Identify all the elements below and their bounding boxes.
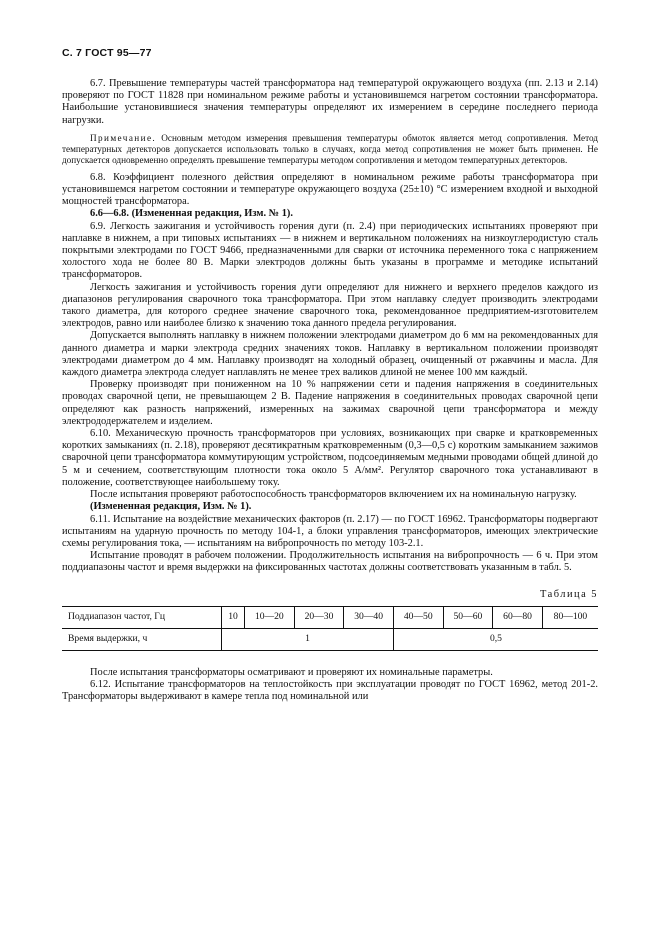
amendment-note-1: 6.6—6.8. (Измененная редакция, Изм. № 1). <box>90 208 293 220</box>
note-text: Основным методом измерения превышения температуры обмоток является метод сопротивления. Метод температурных детекторов допускается использовать только в случаях, когда метод сопротивления не может быть применен. Не допускается одновременно определять превышение температуры методом сопротивления и методом температурных детекторов. <box>62 132 598 165</box>
table-cell: 30—40 <box>344 606 394 628</box>
table-cell: 60—80 <box>493 606 543 628</box>
paragraph-6-12: 6.12. Испытание трансформаторов на теплостойкость при эксплуатации проводят по ГОСТ 16962, метод 201-2. Трансформаторы выдерживают в камере тепла под номинальной или <box>62 678 598 703</box>
table-5 <box>62 606 598 651</box>
paragraph-6-7: 6.7. Превышение температуры частей трансформатора над температурой окружающего воздуха (пп. 2.13 и 2.14) проверяют по ГОСТ 11828 при номинальном режиме работы и установившемся нагретом состоянии трансформатора. Наибольшие установившиеся значения температуры определяют их измерением в середине последнего периода нагрузки. <box>62 78 598 126</box>
paragraph-after-test: После испытания проверяют работоспособность трансформаторов включением их на номинальную нагрузку. <box>90 489 577 501</box>
note-label: Примечание. <box>90 132 157 143</box>
table-cell: 10—20 <box>245 606 295 628</box>
amendment-note-2: (Измененная редакция, Изм. № 1). <box>90 501 252 513</box>
paragraph-vibration: Испытание проводят в рабочем положении. Продолжительность испытания на вибропрочность — 6 ч. При этом поддиапазоны частот и время выдержки на фиксированных частотах должны соответствовать указанным в табл. 5. <box>62 550 598 574</box>
row-label-hold-time: Время выдержки, ч <box>62 628 222 650</box>
paragraph-6-11: 6.11. Испытание на воздействие механических факторов (п. 2.17) — по ГОСТ 16962. Трансформаторы подвергают испытаниям на ударную прочность по методу 104-1, а блоки управления трансформаторов, имеющих электрические схемы регулирования тока, — испытаниям на вибропрочность по методу 103-2.1. <box>62 513 598 549</box>
table-cell: 80—100 <box>542 606 598 628</box>
page-header: С. 7 ГОСТ 95—77 <box>62 47 152 59</box>
table-caption: Таблица 5 <box>540 588 598 600</box>
table-cell: 1 <box>222 628 394 650</box>
table-cell: 50—60 <box>443 606 493 628</box>
note-block <box>62 133 598 166</box>
paragraph-6-10: 6.10. Механическую прочность трансформаторов при условиях, возникающих при сварке и кратковременных коротких замыканиях (п. 2.18), проверяют десятикратным кратковременным (0,3—0,5 с) коротким замыканием зажимов сварочной цепи трансформатора коммутирующим устройством, подсоединяемым медными проводами общей длиной до 5 м и сечением, соответствующим плотности тока около 5 А/мм². Регулятор сварочного тока устанавливают в положение, соответствующее наибольшему току. <box>62 428 598 488</box>
table-cell: 20—30 <box>294 606 344 628</box>
table-cell: 40—50 <box>393 606 443 628</box>
table-row <box>62 628 598 650</box>
paragraph-ignition: Легкость зажигания и устойчивость горения дуги определяют для нижнего и верхнего пределов каждого из диапазонов регулирования сварочного тока трансформатора. При этом наплавку следует производить электродами такого диаметра, для которого среднее значение сварочного тока, рекомендованное предприятием-изготовителем электродов, равно или наиболее близко к значению тока данного предела регулирования. <box>62 281 598 330</box>
row-label-frequency: Поддиапазон частот, Гц <box>62 606 222 628</box>
table-cell: 10 <box>222 606 245 628</box>
paragraph-6-9: 6.9. Легкость зажигания и устойчивость горения дуги (п. 2.4) при периодических испытаниях проверяют при наплавке в нижнем, а при типовых испытаниях — в нижнем и вертикальном положениях на низкоуглеродистую сталь покрытыми электродами по ГОСТ 9466, предназначенными для сварки от источника переменного тока с напряжением холостого хода не более 80 В. Марки электродов должны быть указаны в программе и методике испытаний трансформаторов. <box>62 220 598 281</box>
table-row <box>62 606 598 628</box>
paragraph-inspect: После испытания трансформаторы осматривают и проверяют их номинальные параметры. <box>90 666 493 678</box>
paragraph-check: Проверку производят при пониженном на 10 % напряжении сети и падения напряжения в соединительных проводах сварочной цепи, не превышающем 2 В. Падение напряжения в соединительных проводах сварочной цепи определяют как разность напряжений, измеренных на зажимах сварочной цепи трансформатора и между электрододержателем и изделием. <box>62 379 598 427</box>
paragraph-deposit: Допускается выполнять наплавку в нижнем положении электродами диаметром до 6 мм на рекомендованных для данного диаметра и марки электрода средних значениях токов. Наплавку в вертикальном положении производят электродами диаметром до 4 мм. Наплавку производят на холодный образец, очищенный от ржавчины и масла. Для каждого диаметра электрода следует наплавлять не менее трех валиков длиной не менее 100 мм каждый. <box>62 330 598 379</box>
table-cell: 0,5 <box>393 628 598 650</box>
document-body <box>62 78 598 703</box>
paragraph-6-8: 6.8. Коэффициент полезного действия определяют в номинальном режиме работы трансформатора при установившемся нагретом состоянии и температуре окружающего воздуха (25±10) °С измерением входной и выходной мощностей трансформатора. <box>62 171 598 208</box>
